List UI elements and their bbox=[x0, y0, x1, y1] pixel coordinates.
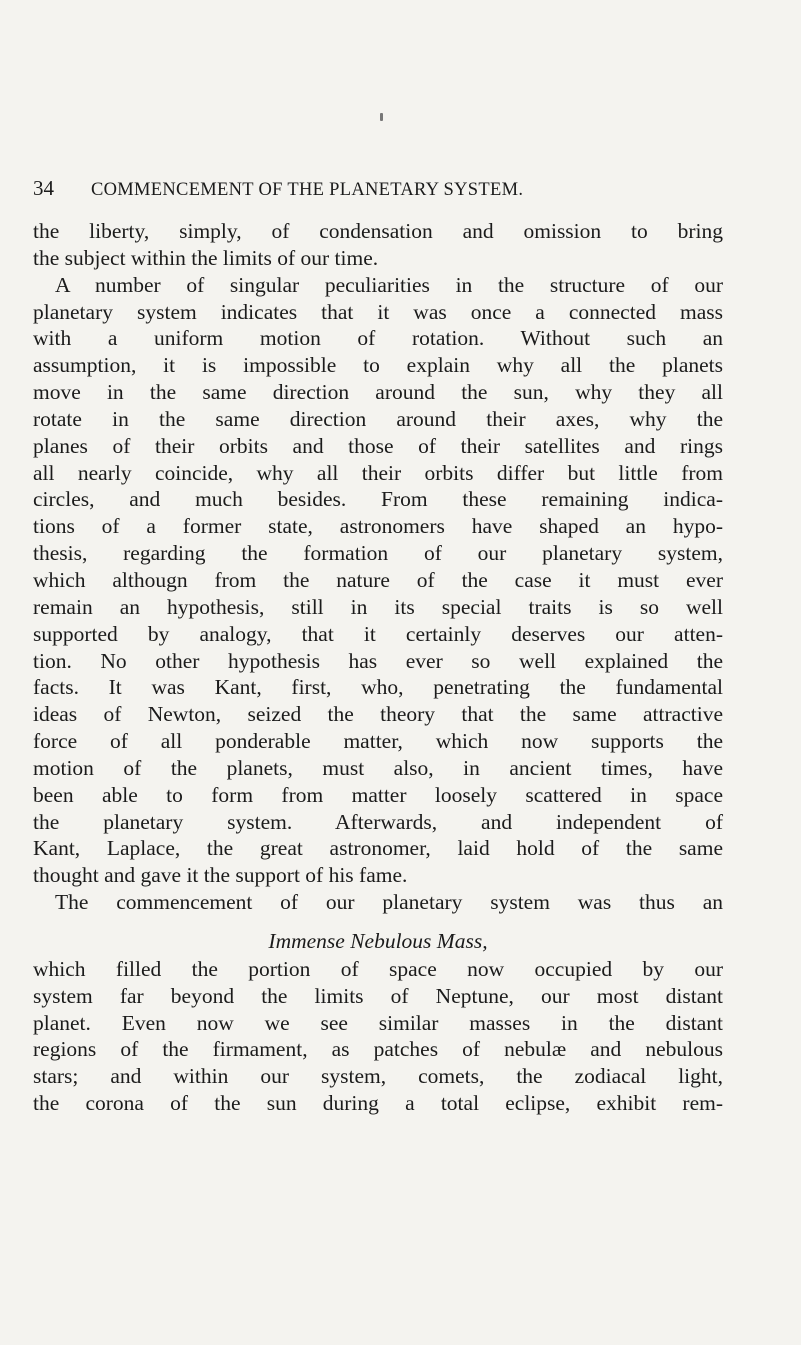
text-line: the planetary system. Afterwards, and independent of bbox=[33, 809, 723, 834]
text-line: circles, and much besides. From these remaining indica- bbox=[33, 487, 723, 512]
print-speck bbox=[380, 113, 383, 121]
text-line: the subject within the limits of our time. bbox=[33, 245, 379, 270]
text-line: thought and gave it the support of his fame. bbox=[33, 863, 408, 888]
text-line: move in the same direction around the sun, why they all bbox=[33, 380, 723, 405]
text-line: planes of their orbits and those of their satellites and rings bbox=[33, 433, 723, 458]
text-line: the corona of the sun during a total eclipse, exhibit rem- bbox=[33, 1091, 723, 1116]
text-line: tion. No other hypothesis has ever so well explained the bbox=[33, 648, 723, 673]
text-line: motion of the planets, must also, in ancient times, have bbox=[33, 755, 723, 780]
text-line: which filled the portion of space now occupied by our bbox=[33, 956, 723, 981]
text-line: thesis, regarding the formation of our planetary system, bbox=[33, 541, 723, 566]
text-line: The commencement of our planetary system was thus an bbox=[55, 890, 723, 915]
text-line: planet. Even now we see similar masses in the distant bbox=[33, 1010, 723, 1035]
text-line: regions of the firmament, as patches of nebulæ and nebulous bbox=[33, 1037, 723, 1062]
text-line: all nearly coincide, why all their orbits differ but little from bbox=[33, 460, 723, 485]
text-line: rotate in the same direction around their axes, why the bbox=[33, 406, 723, 431]
text-line: been able to form from matter loosely scattered in space bbox=[33, 782, 723, 807]
text-line: system far beyond the limits of Neptune, our most distant bbox=[33, 983, 723, 1008]
running-head bbox=[33, 176, 733, 200]
text-line: A number of singular peculiarities in the structure of our bbox=[55, 272, 723, 297]
section-heading: Immense Nebulous Mass, bbox=[268, 928, 488, 953]
text-line: assumption, it is impossible to explain why all the planets bbox=[33, 353, 723, 378]
body-text bbox=[33, 218, 723, 1117]
text-line: remain an hypothesis, still in its special traits is so well bbox=[33, 594, 723, 619]
text-line: with a uniform motion of rotation. Without such an bbox=[33, 326, 723, 351]
text-line: which althougn from the nature of the case it must ever bbox=[33, 567, 723, 592]
text-line: planetary system indicates that it was once a connected mass bbox=[33, 299, 723, 324]
text-line: force of all ponderable matter, which now supports the bbox=[33, 729, 723, 754]
page-number: 34 bbox=[33, 176, 54, 200]
text-line: Kant, Laplace, the great astronomer, laid hold of the same bbox=[33, 836, 723, 861]
text-line: tions of a former state, astronomers have shaped an hypo- bbox=[33, 514, 723, 539]
text-line: stars; and within our system, comets, the zodiacal light, bbox=[33, 1064, 723, 1089]
text-line: facts. It was Kant, first, who, penetrating the fundamental bbox=[33, 675, 723, 700]
text-line: the liberty, simply, of condensation and omission to bring bbox=[33, 219, 723, 243]
running-head-title: COMMENCEMENT OF THE PLANETARY SYSTEM. bbox=[91, 180, 524, 200]
text-line: ideas of Newton, seized the theory that the same attractive bbox=[33, 702, 723, 727]
text-line: supported by analogy, that it certainly deserves our atten- bbox=[33, 621, 723, 646]
